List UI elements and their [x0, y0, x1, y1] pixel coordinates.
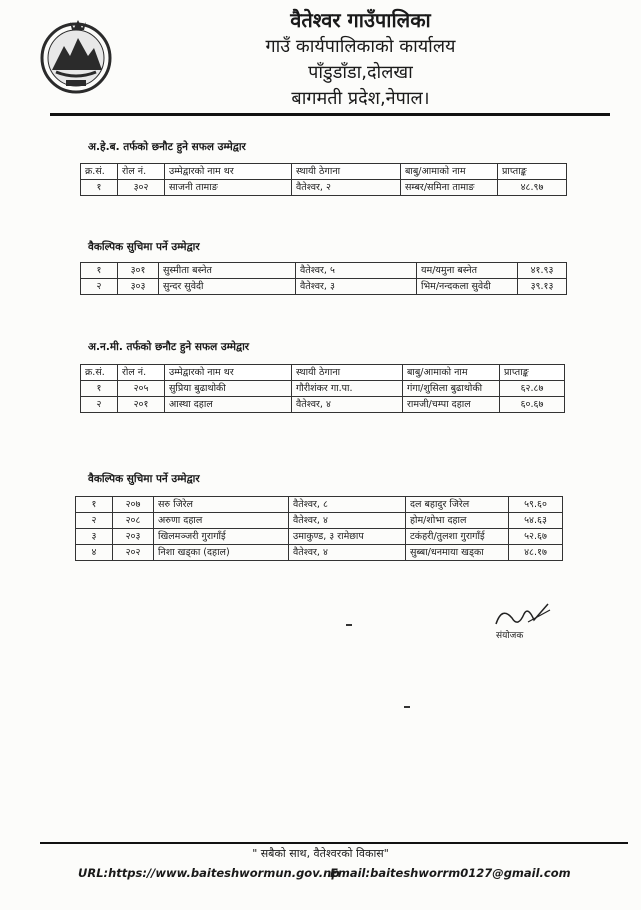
ahw-alternate-table [80, 262, 567, 295]
col-header-score: प्राप्ताङ्क [500, 365, 565, 381]
cell-name: अरुणा दहाल [154, 513, 289, 529]
cell-name: आस्था दहाल [165, 397, 292, 413]
cell-address: वैतेश्वर, ३ [296, 279, 417, 295]
cell-parents: सम्बर/समिना तामाङ [401, 180, 498, 196]
office-subtitle: गाउँ कार्यपालिकाको कार्यालय [265, 36, 456, 57]
cell-roll: २०८ [113, 513, 154, 529]
col-header-score: प्राप्ताङ्क [498, 164, 567, 180]
cell-parents: गंगा/शुसिला बुढाथोकी [403, 381, 500, 397]
cell-score: ५४.६३ [509, 513, 563, 529]
cell-address: वैतेश्वर, ४ [289, 545, 406, 561]
table-header-row [81, 164, 567, 180]
cell-roll: ३०१ [118, 263, 159, 279]
cell-score: ३९.१३ [518, 279, 567, 295]
scan-mark [404, 706, 410, 708]
cell-score: ४८.१७ [509, 545, 563, 561]
cell-sn: १ [76, 497, 113, 513]
cell-roll: २०५ [118, 381, 165, 397]
cell-parents: टकंहरी/तुलशा गुरागाँई [406, 529, 509, 545]
col-header-sn: क्र.सं. [81, 365, 118, 381]
scan-mark [346, 624, 352, 626]
table-row [76, 497, 563, 513]
col-header-roll: रोल नं. [118, 365, 165, 381]
cell-roll: ३०३ [118, 279, 159, 295]
cell-address: गौरीशंकर गा.पा. [292, 381, 403, 397]
cell-name: सुप्रिया बुढाथोकी [165, 381, 292, 397]
table-row [76, 513, 563, 529]
cell-sn: २ [76, 513, 113, 529]
footer-slogan: " सबैको साथ, वैतेश्वरको विकास" [252, 847, 389, 860]
cell-address: वैतेश्वर, ५ [296, 263, 417, 279]
col-header-sn: क्र.सं. [81, 164, 118, 180]
cell-parents: रामजी/चम्पा दहाल [403, 397, 500, 413]
cell-parents: दल बहादुर जिरेल [406, 497, 509, 513]
cell-parents: यम/यमुना बस्नेत [417, 263, 518, 279]
cell-address: वैतेश्वर, ४ [292, 397, 403, 413]
cell-name: खिलमञ्जरी गुरागाँई [154, 529, 289, 545]
cell-address: वैतेश्वर, २ [292, 180, 401, 196]
cell-name: निशा खड्का (दहाल) [154, 545, 289, 561]
col-header-roll: रोल नं. [118, 164, 165, 180]
office-location: पाँडुडाँडा,दोलखा [308, 62, 413, 83]
cell-sn: १ [81, 180, 118, 196]
section-title-anm-alternate: वैकल्पिक सुचिमा पर्ने उम्मेद्वार [88, 473, 200, 485]
col-header-parents: बाबु/आमाको नाम [403, 365, 500, 381]
section-title-ahw-selected: अ.हे.ब. तर्फको छनौट हुने सफल उम्मेद्वार [88, 141, 246, 153]
cell-sn: १ [81, 381, 118, 397]
cell-roll: २०३ [113, 529, 154, 545]
cell-roll: २०२ [113, 545, 154, 561]
cell-address: उमाकुण्ड, ३ रामेछाप [289, 529, 406, 545]
cell-roll: ३०२ [118, 180, 165, 196]
cell-score: ६२.८७ [500, 381, 565, 397]
cell-roll: २०१ [118, 397, 165, 413]
table-header-row [81, 365, 565, 381]
anm-selected-table [80, 364, 565, 413]
cell-score: ६०.६७ [500, 397, 565, 413]
footer-url-link[interactable]: URL:https://www.baiteshwormun.gov.np [78, 866, 340, 880]
cell-name: सुन्दर सुवेदी [159, 279, 296, 295]
anm-alternate-table [75, 496, 563, 561]
office-name: वैतेश्वर गाउँपालिका [290, 8, 431, 32]
table-row [81, 397, 565, 413]
header-divider [50, 113, 610, 116]
cell-sn: २ [81, 397, 118, 413]
footer-email-link[interactable]: Email:baiteshworrm0127@gmail.com [330, 866, 571, 880]
cell-sn: १ [81, 263, 118, 279]
table-row [81, 279, 567, 295]
cell-name: साजनी तामाङ [165, 180, 292, 196]
cell-parents: भिम/नन्दकला सुवेदी [417, 279, 518, 295]
col-header-name: उम्मेद्वारको नाम थर [165, 164, 292, 180]
footer-divider [40, 842, 628, 844]
table-row [81, 263, 567, 279]
section-title-anm-selected: अ.न.मी. तर्फको छनौट हुने सफल उम्मेद्वार [88, 341, 250, 353]
col-header-parents: बाबु/आमाको नाम [401, 164, 498, 180]
cell-sn: ३ [76, 529, 113, 545]
cell-name: सुस्मीता बस्नेत [159, 263, 296, 279]
cell-parents: होम/शोभा दहाल [406, 513, 509, 529]
table-row [81, 381, 565, 397]
office-province: बागमती प्रदेश,नेपाल। [291, 88, 430, 109]
col-header-name: उम्मेद्वारको नाम थर [165, 365, 292, 381]
cell-score: ५९.६० [509, 497, 563, 513]
cell-score: ५२.६७ [509, 529, 563, 545]
cell-address: वैतेश्वर, ४ [289, 513, 406, 529]
cell-name: सरु जिरेल [154, 497, 289, 513]
section-title-ahw-alternate: वैकल्पिक सुचिमा पर्ने उम्मेद्वार [88, 241, 200, 253]
col-header-address: स्थायी ठेगाना [292, 365, 403, 381]
cell-roll: २०७ [113, 497, 154, 513]
table-row [76, 545, 563, 561]
col-header-address: स्थायी ठेगाना [292, 164, 401, 180]
cell-score: ४१.९३ [518, 263, 567, 279]
cell-address: वैतेश्वर, ८ [289, 497, 406, 513]
cell-sn: २ [81, 279, 118, 295]
signature-label: संयोजक [496, 631, 524, 641]
table-row [76, 529, 563, 545]
ahw-selected-table [80, 163, 567, 196]
cell-score: ४८.९७ [498, 180, 567, 196]
cell-sn: ४ [76, 545, 113, 561]
table-row [81, 180, 567, 196]
cell-parents: सुब्बा/धनमाया खड्का [406, 545, 509, 561]
